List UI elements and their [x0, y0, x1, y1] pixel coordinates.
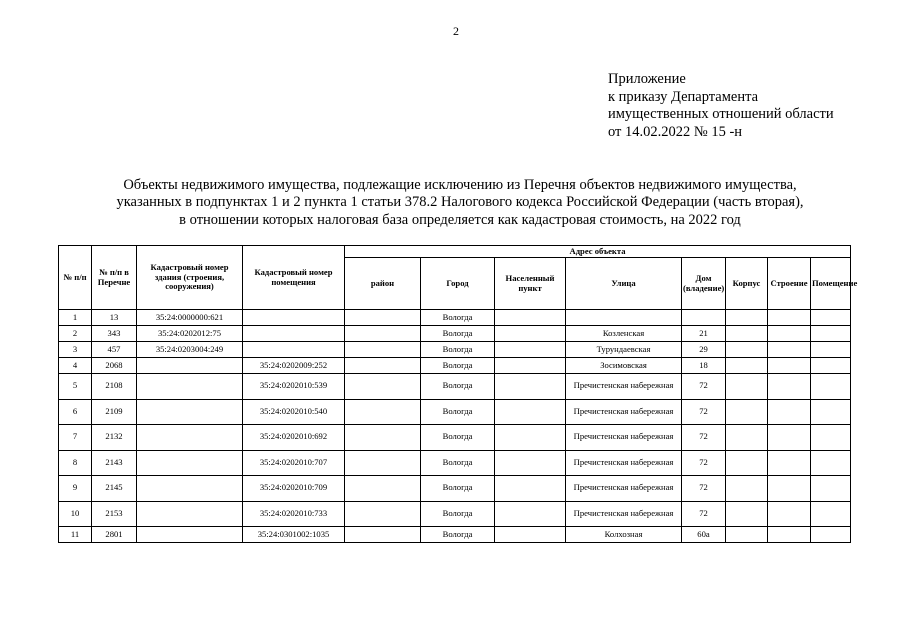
cell-block	[726, 425, 768, 451]
cell-structure	[768, 374, 811, 400]
table-row	[59, 326, 851, 342]
cell-block	[726, 527, 768, 543]
cell-num: 9	[59, 476, 92, 502]
cell-block	[726, 374, 768, 400]
cell-district	[345, 425, 421, 451]
cell-street: Пречистенская набережная	[566, 374, 682, 400]
cell-settlement	[495, 527, 566, 543]
header-num: № п/п	[59, 246, 92, 310]
cell-list-num: 2109	[92, 399, 137, 425]
cell-block	[726, 310, 768, 326]
title-line: Объекты недвижимого имущества, подлежащие исключению из Перечня объектов недвижимого имущества,	[123, 177, 797, 193]
cell-structure	[768, 399, 811, 425]
cell-num: 6	[59, 399, 92, 425]
cell-room	[811, 501, 851, 527]
cell-structure	[768, 358, 811, 374]
header-address: Адрес объекта	[345, 246, 851, 258]
cell-block	[726, 326, 768, 342]
cell-num: 10	[59, 501, 92, 527]
cell-room	[811, 342, 851, 358]
cell-settlement	[495, 501, 566, 527]
cell-building-cadastral	[137, 399, 243, 425]
cell-city: Вологда	[421, 358, 495, 374]
header-city: Город	[421, 258, 495, 310]
cell-list-num: 2145	[92, 476, 137, 502]
cell-premises-cadastral	[243, 342, 345, 358]
cell-district	[345, 476, 421, 502]
cell-building-cadastral	[137, 374, 243, 400]
cell-city: Вологда	[421, 310, 495, 326]
header-street: Улица	[566, 258, 682, 310]
cell-premises-cadastral: 35:24:0202010:733	[243, 501, 345, 527]
cell-city: Вологда	[421, 527, 495, 543]
cell-district	[345, 374, 421, 400]
table-row	[59, 476, 851, 502]
table-row	[59, 501, 851, 527]
cell-house: 21	[682, 326, 726, 342]
cell-list-num: 2108	[92, 374, 137, 400]
cell-city: Вологда	[421, 425, 495, 451]
cell-room	[811, 450, 851, 476]
cell-city: Вологда	[421, 326, 495, 342]
cell-list-num: 2068	[92, 358, 137, 374]
cell-num: 7	[59, 425, 92, 451]
header-building-cadastral: Кадастровый номер здания (строения, сооружения)	[137, 246, 243, 310]
cell-num: 4	[59, 358, 92, 374]
cell-structure	[768, 310, 811, 326]
cell-district	[345, 527, 421, 543]
cell-block	[726, 476, 768, 502]
cell-list-num: 343	[92, 326, 137, 342]
cell-settlement	[495, 310, 566, 326]
cell-street: Колхозная	[566, 527, 682, 543]
cell-block	[726, 450, 768, 476]
cell-room	[811, 326, 851, 342]
cell-list-num: 2132	[92, 425, 137, 451]
table-row	[59, 310, 851, 326]
cell-house: 72	[682, 501, 726, 527]
cell-structure	[768, 527, 811, 543]
cell-room	[811, 527, 851, 543]
cell-street: Пречистенская набережная	[566, 476, 682, 502]
cell-house: 72	[682, 374, 726, 400]
cell-settlement	[495, 342, 566, 358]
header-settlement: Населенный пункт	[495, 258, 566, 310]
cell-street: Пречистенская набережная	[566, 399, 682, 425]
cell-city: Вологда	[421, 476, 495, 502]
cell-num: 11	[59, 527, 92, 543]
cell-street: Козленская	[566, 326, 682, 342]
cell-building-cadastral: 35:24:0202012:75	[137, 326, 243, 342]
cell-premises-cadastral: 35:24:0202009:252	[243, 358, 345, 374]
cell-house	[682, 310, 726, 326]
cell-house: 18	[682, 358, 726, 374]
header-house: Дом (владение)	[682, 258, 726, 310]
cell-street: Пречистенская набережная	[566, 501, 682, 527]
cell-building-cadastral	[137, 450, 243, 476]
cell-settlement	[495, 374, 566, 400]
cell-district	[345, 450, 421, 476]
cell-structure	[768, 326, 811, 342]
appendix-block	[608, 71, 878, 141]
cell-house: 72	[682, 425, 726, 451]
cell-city: Вологда	[421, 501, 495, 527]
cell-street	[566, 310, 682, 326]
appendix-line: от 14.02.2022 № 15 -н	[608, 123, 743, 140]
table-row	[59, 342, 851, 358]
table-body	[59, 310, 851, 543]
cell-city: Вологда	[421, 374, 495, 400]
header-premises-cadastral: Кадастровый номер помещения	[243, 246, 345, 310]
cell-num: 3	[59, 342, 92, 358]
cell-building-cadastral: 35:24:0203004:249	[137, 342, 243, 358]
cell-house: 60а	[682, 527, 726, 543]
objects-table	[58, 245, 858, 543]
cell-premises-cadastral	[243, 326, 345, 342]
cell-list-num: 2801	[92, 527, 137, 543]
cell-structure	[768, 425, 811, 451]
cell-list-num: 457	[92, 342, 137, 358]
cell-settlement	[495, 399, 566, 425]
cell-num: 8	[59, 450, 92, 476]
title-line: в отношении которых налоговая база определяется как кадастровая стоимость, на 2022 год	[179, 211, 741, 228]
cell-premises-cadastral: 35:24:0202010:540	[243, 399, 345, 425]
cell-building-cadastral	[137, 476, 243, 502]
header-room: Помещение	[811, 258, 851, 310]
cell-street: Пречистенская набережная	[566, 450, 682, 476]
cell-room	[811, 425, 851, 451]
header-list-num: № п/п в Перечне	[92, 246, 137, 310]
cell-house: 72	[682, 476, 726, 502]
cell-room	[811, 374, 851, 400]
cell-room	[811, 358, 851, 374]
appendix-line: имущественных отношений области	[608, 106, 834, 122]
table-row	[59, 425, 851, 451]
cell-room	[811, 476, 851, 502]
cell-list-num: 2153	[92, 501, 137, 527]
cell-district	[345, 358, 421, 374]
table-row	[59, 358, 851, 374]
cell-building-cadastral	[137, 501, 243, 527]
cell-structure	[768, 342, 811, 358]
cell-list-num: 13	[92, 310, 137, 326]
cell-house: 29	[682, 342, 726, 358]
cell-district	[345, 501, 421, 527]
cell-city: Вологда	[421, 450, 495, 476]
cell-num: 1	[59, 310, 92, 326]
page-number: 2	[453, 24, 459, 38]
cell-premises-cadastral: 35:24:0202010:707	[243, 450, 345, 476]
cell-list-num: 2143	[92, 450, 137, 476]
cell-premises-cadastral	[243, 310, 345, 326]
cell-structure	[768, 501, 811, 527]
table-row	[59, 374, 851, 400]
cell-building-cadastral	[137, 425, 243, 451]
header-block: Корпус	[726, 258, 768, 310]
cell-building-cadastral	[137, 358, 243, 374]
cell-settlement	[495, 450, 566, 476]
title-line: указанных в подпунктах 1 и 2 пункта 1 статьи 378.2 Налогового кодекса Российской Федерации (часть вторая),	[116, 194, 804, 211]
cell-house: 72	[682, 450, 726, 476]
cell-district	[345, 342, 421, 358]
cell-building-cadastral	[137, 527, 243, 543]
cell-settlement	[495, 358, 566, 374]
cell-premises-cadastral: 35:24:0202010:709	[243, 476, 345, 502]
table-row	[59, 527, 851, 543]
cell-district	[345, 310, 421, 326]
cell-settlement	[495, 476, 566, 502]
document-title	[60, 177, 860, 229]
cell-district	[345, 399, 421, 425]
cell-premises-cadastral: 35:24:0202010:692	[243, 425, 345, 451]
table-row	[59, 399, 851, 425]
cell-block	[726, 342, 768, 358]
cell-street: Зосимовская	[566, 358, 682, 374]
cell-house: 72	[682, 399, 726, 425]
cell-street: Турундаевская	[566, 342, 682, 358]
cell-structure	[768, 450, 811, 476]
cell-street: Пречистенская набережная	[566, 425, 682, 451]
cell-settlement	[495, 425, 566, 451]
cell-building-cadastral: 35:24:0000000:621	[137, 310, 243, 326]
header-structure: Строение	[768, 258, 811, 310]
cell-city: Вологда	[421, 342, 495, 358]
cell-block	[726, 399, 768, 425]
cell-premises-cadastral: 35:24:0202010:539	[243, 374, 345, 400]
cell-block	[726, 501, 768, 527]
cell-room	[811, 310, 851, 326]
appendix-line: к приказу Департамента	[608, 88, 759, 105]
cell-num: 5	[59, 374, 92, 400]
cell-district	[345, 326, 421, 342]
cell-num: 2	[59, 326, 92, 342]
table-row	[59, 450, 851, 476]
appendix-line: Приложение	[608, 71, 686, 87]
cell-block	[726, 358, 768, 374]
cell-settlement	[495, 326, 566, 342]
cell-city: Вологда	[421, 399, 495, 425]
cell-premises-cadastral: 35:24:0301002:1035	[243, 527, 345, 543]
cell-room	[811, 399, 851, 425]
header-district: район	[345, 258, 421, 310]
cell-structure	[768, 476, 811, 502]
